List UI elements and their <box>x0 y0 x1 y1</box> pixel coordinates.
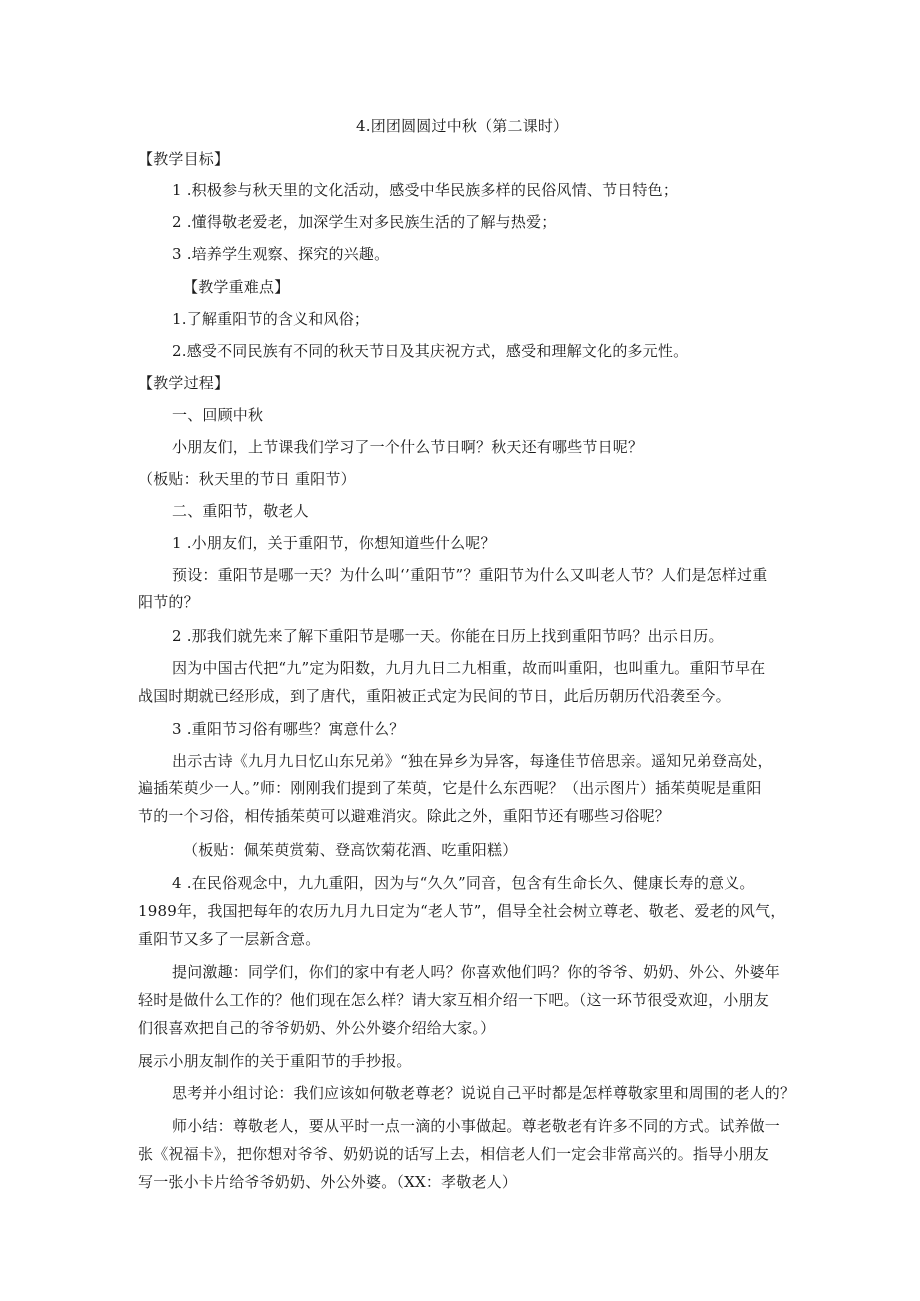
numbered-item: 4 .在民俗观念中，九九重阳，因为与“久久”同音，包含有生命长久、健康长寿的意义。 <box>172 874 755 892</box>
objective-item: 3 .培养学生观察、探究的兴趣。 <box>172 245 390 263</box>
keypoint-item: 2.感受不同民族有不同的秋天节日及其庆祝方式，感受和理解文化的多元性。 <box>172 342 689 360</box>
paragraph-line: 师小结：尊敬老人，要从平时一点一滴的小事做起。尊老敬老有许多不同的方式。试养做一 <box>172 1117 781 1135</box>
paragraph-line: 展示小朋友制作的关于重阳节的手抄报。 <box>138 1052 412 1070</box>
page-title: 4.团团圆圆过中秋（第二课时） <box>356 117 569 135</box>
section-heading: 二、重阳节，敬老人 <box>172 502 309 520</box>
paragraph-line: 提问激趣：同学们，你们的家中有老人吗？你喜欢他们吗？你的爷爷、奶奶、外公、外婆年 <box>172 963 781 981</box>
keypoint-item: 1.了解重阳节的含义和风俗； <box>172 310 370 328</box>
paragraph-line: 遍插茱萸少一人。”师：刚刚我们提到了茱萸，它是什么东西呢？（出示图片）插茱萸呢是重阳 <box>138 779 762 797</box>
keypoints-heading: 【教学重难点】 <box>183 278 290 296</box>
paragraph-line: 们很喜欢把自己的爷爷奶奶、外公外婆介绍给大家。） <box>138 1019 496 1037</box>
paragraph-line: 轻时是做什么工作的？他们现在怎么样？请大家互相介绍一下吧。（这一环节很受欢迎，小朋友 <box>138 991 769 1009</box>
paragraph-line: 重阳节又多了一层新含意。 <box>138 930 321 948</box>
board-note: （板贴：秋天里的节日 重阳节） <box>138 470 356 488</box>
board-note: （板贴：佩茱萸赏菊、登高饮菊花酒、吃重阳糕） <box>183 841 518 859</box>
paragraph-line: 张《祝福卡》，把你想对爷爷、奶奶说的话写上去，相信老人们一定会非常高兴的。指导小朋友 <box>138 1145 769 1163</box>
paragraph-line: 阳节的？ <box>138 593 199 611</box>
paragraph-line: 战国时期就已经形成，到了唐代，重阳被正式定为民间的节日，此后历朝历代沿袭至今。 <box>138 687 731 705</box>
objectives-heading: 【教学目标】 <box>138 150 230 168</box>
paragraph-line: 预设：重阳节是哪一天？为什么叫‘’重阳节”？重阳节为什么又叫老人节？人们是怎样过重 <box>172 566 768 584</box>
paragraph-line: 节的一个习俗，相传插茱萸可以避难消灾。除此之外，重阳节还有哪些习俗呢？ <box>138 807 671 825</box>
numbered-item: 2 .那我们就先来了解下重阳节是哪一天。你能在日历上找到重阳节吗？出示日历。 <box>172 627 724 645</box>
paragraph-line: 写一张小卡片给爷爷奶奶、外公外婆。（XX：孝敬老人） <box>138 1173 518 1191</box>
process-heading: 【教学过程】 <box>138 374 230 392</box>
paragraph-line: 因为中国古代把“九”定为阳数，九月九日二九相重，故而叫重阳，也叫重九。重阳节早在 <box>172 659 766 677</box>
paragraph-line: 小朋友们，上节课我们学习了一个什么节日啊？秋天还有哪些节日呢？ <box>172 438 644 456</box>
numbered-item: 3 .重阳节习俗有哪些？寓意什么？ <box>172 720 405 738</box>
numbered-item: 1 .小朋友们，关于重阳节，你想知道些什么呢？ <box>172 534 496 552</box>
paragraph-line: 出示古诗《九月九日忆山东兄弟》“独在异乡为异客，每逢佳节倍思亲。遥知兄弟登高处， <box>172 752 773 770</box>
paragraph-line: 思考并小组讨论：我们应该如何敬老尊老？说说自己平时都是怎样尊敬家里和周围的老人的？ <box>172 1084 796 1102</box>
paragraph-line: 1989年，我国把每年的农历九月九日定为“老人节”，倡导全社会树立尊老、敬老、爱老的风气， <box>138 902 786 920</box>
section-heading: 一、回顾中秋 <box>172 406 264 424</box>
objective-item: 2 .懂得敬老爱老，加深学生对多民族生活的了解与热爱； <box>172 213 557 231</box>
objective-item: 1 .积极参与秋天里的文化活动，感受中华民族多样的民俗风情、节日特色； <box>172 181 679 199</box>
